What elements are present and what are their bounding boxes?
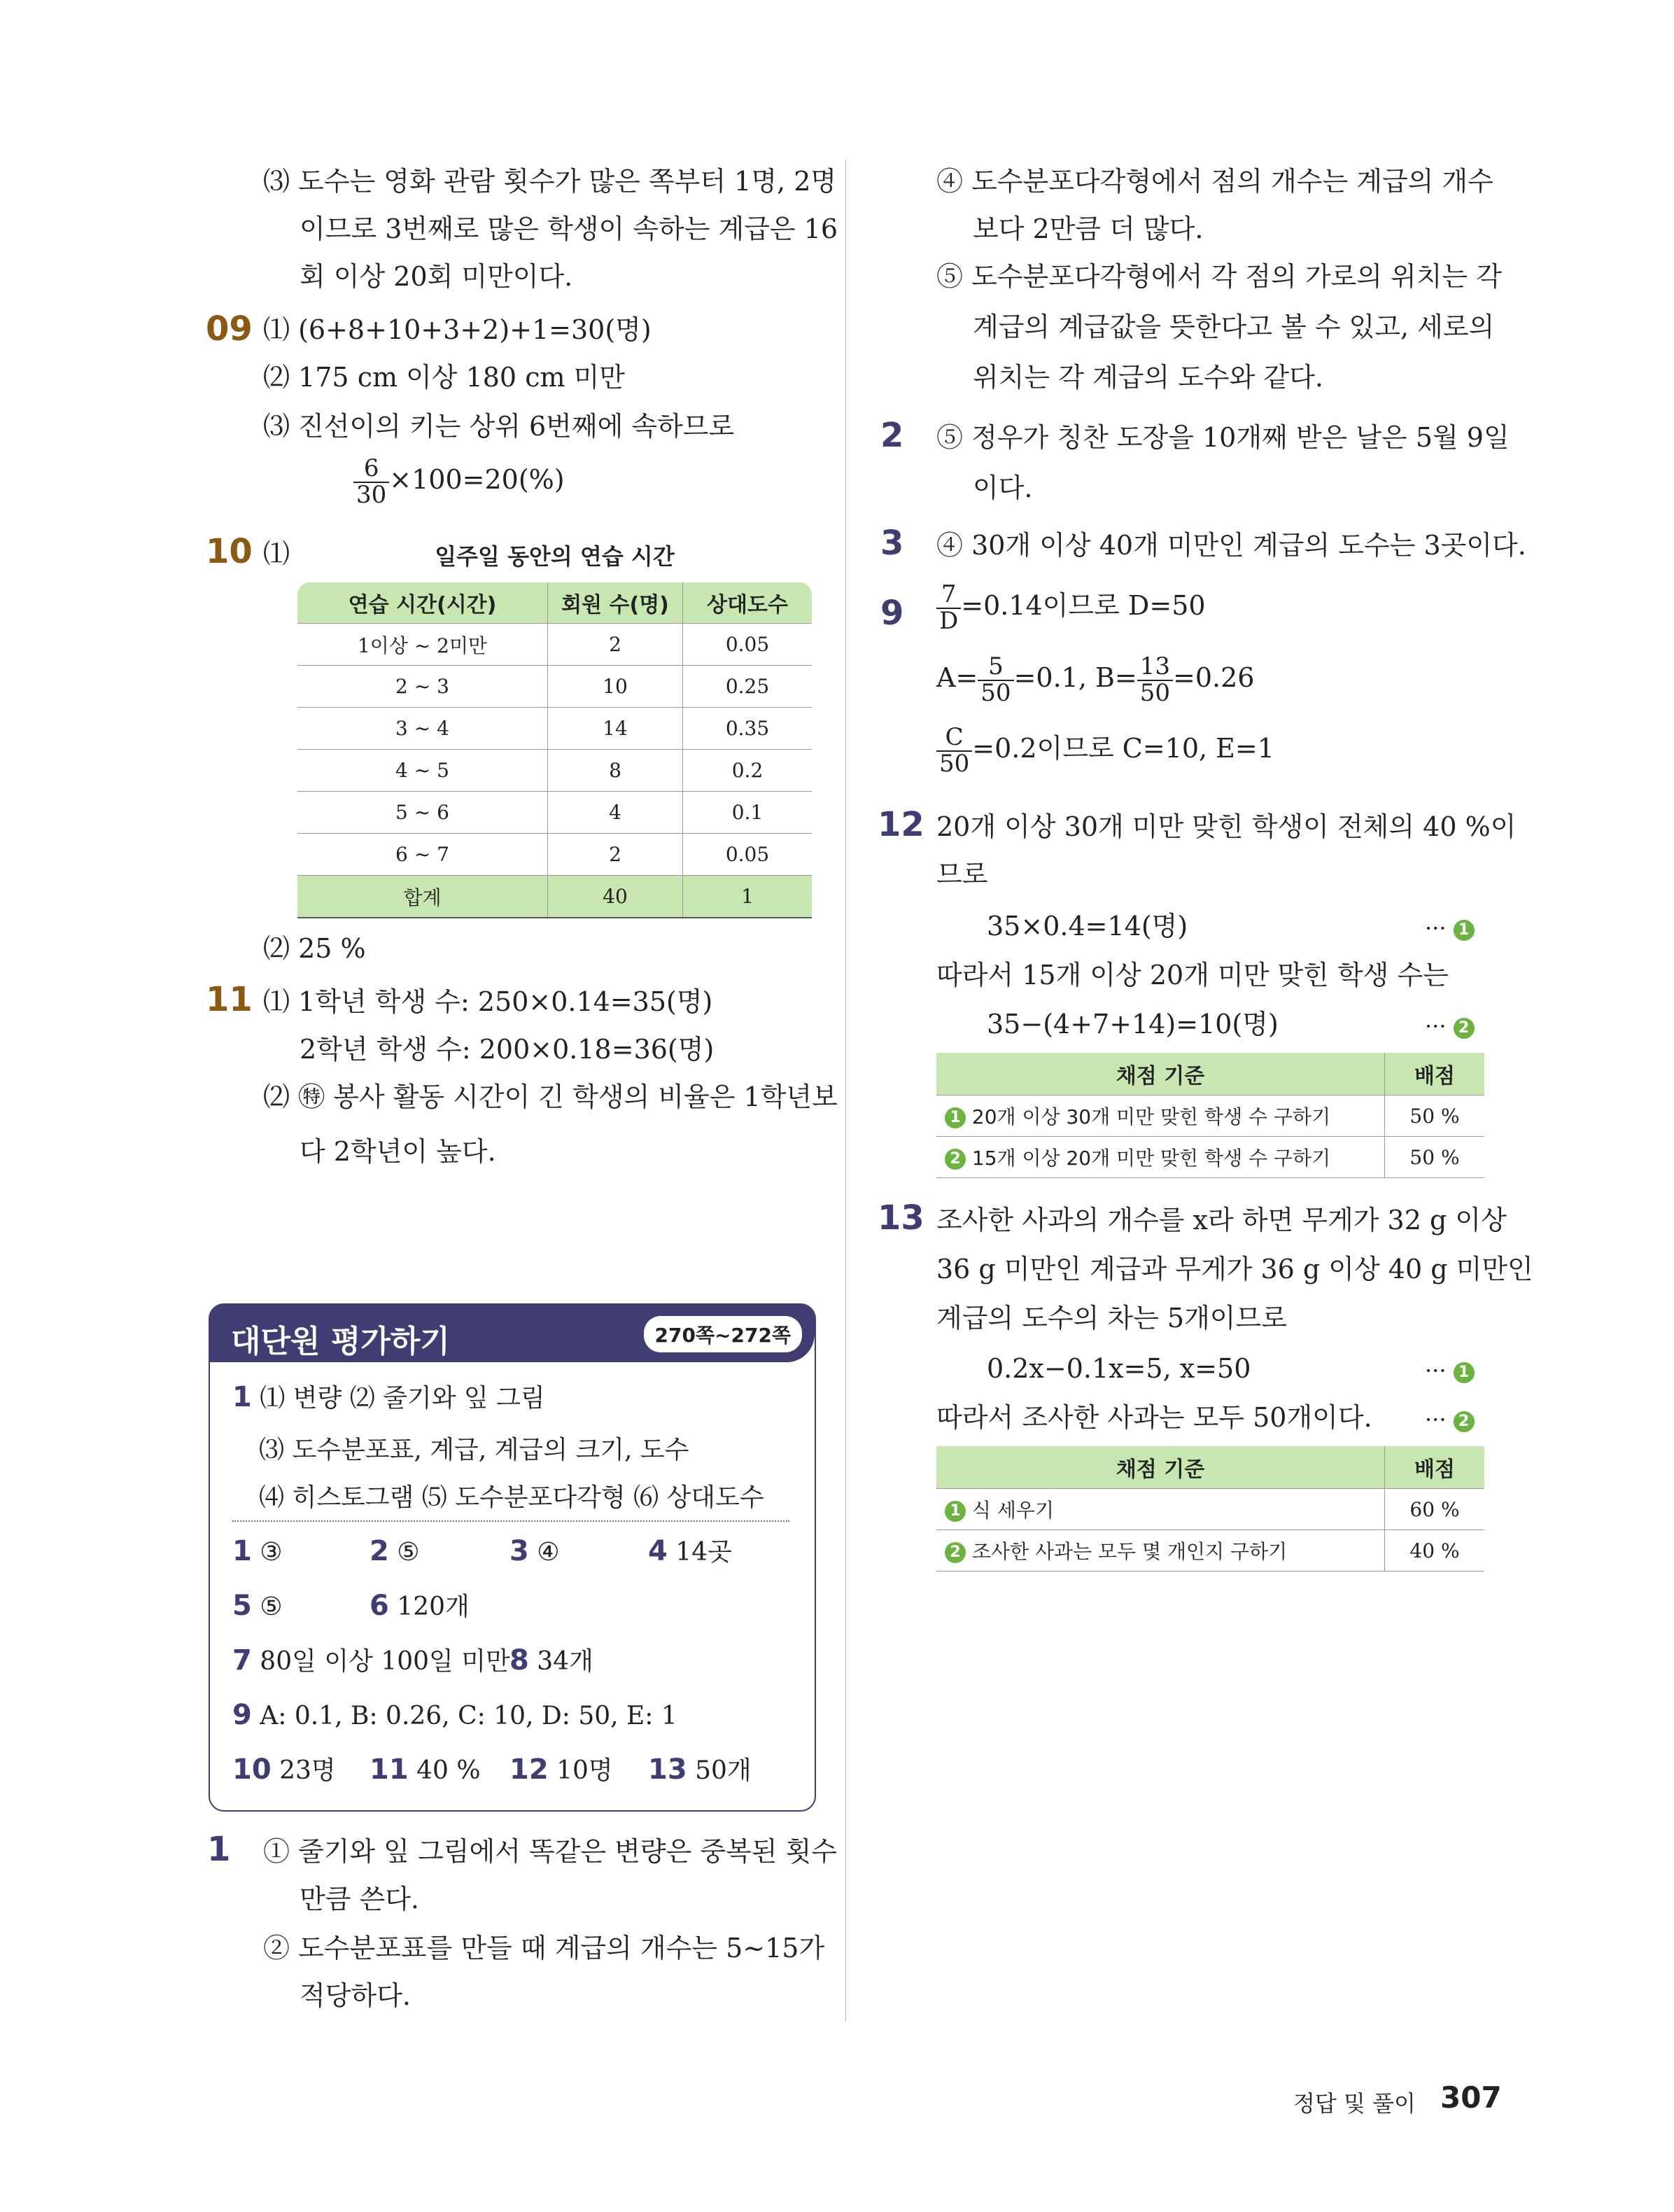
sol1-right-line5: 위치는 각 계급의 도수와 같다. bbox=[973, 362, 1323, 393]
q11-part1b: 2학년 학생 수: 200×0.18=36(명) bbox=[300, 1034, 715, 1065]
rubric-row: 2 15개 이상 20개 미만 맞힌 학생 수 구하기 50 % bbox=[936, 1137, 1484, 1178]
q09-part2: ⑵ 175 cm 이상 180 cm 미만 bbox=[263, 362, 625, 393]
answer-item: 8 34개 bbox=[509, 1644, 593, 1676]
scoring-rubric-13 bbox=[936, 1446, 1484, 1572]
rubric-row: 1 20개 이상 30개 미만 맞힌 학생 수 구하기 50 % bbox=[936, 1096, 1484, 1137]
step-marker-2: ··· 2 bbox=[1425, 1408, 1475, 1432]
q11-part2a: ⑵ ㊕ 봉사 활동 시간이 긴 학생의 비율은 1학년보 bbox=[263, 1082, 838, 1112]
table-row: 4 ~ 5 8 0.2 bbox=[297, 750, 812, 792]
table-header: 연습 시간(시간) bbox=[297, 582, 548, 624]
sol12-line5: 35−(4+7+14)=10(명) bbox=[987, 1009, 1279, 1040]
sol13-line1: 조사한 사과의 개수를 x라 하면 무게가 32 g 이상 bbox=[936, 1205, 1507, 1236]
answer-1-line1: 1 ⑴ 변량 ⑵ 줄기와 잎 그림 bbox=[232, 1381, 545, 1413]
q09-part1: ⑴ (6+8+10+3+2)+1=30(명) bbox=[263, 314, 652, 345]
table-title: 일주일 동안의 연습 시간 bbox=[435, 543, 675, 570]
rubric-row: 1 식 세우기 60 % bbox=[936, 1489, 1484, 1530]
solution-number-13: 13 bbox=[878, 1198, 924, 1238]
sol1-right-line4: 계급의 계급값을 뜻한다고 볼 수 있고, 세로의 bbox=[973, 312, 1495, 342]
rubric-row: 2 조사한 사과는 모두 몇 개인지 구하기 40 % bbox=[936, 1530, 1484, 1572]
table-row: 5 ~ 6 4 0.1 bbox=[297, 792, 812, 834]
box-title: 대단원 평가하기 bbox=[231, 1324, 450, 1359]
table-total-row: 합계 40 1 bbox=[297, 876, 812, 918]
answer-item: 9 A: 0.1, B: 0.26, C: 10, D: 50, E: 1 bbox=[232, 1699, 677, 1731]
sol1-right-line2: 보다 2만큼 더 많다. bbox=[973, 214, 1204, 244]
answer-item: 11 40 % bbox=[370, 1754, 481, 1786]
sol1-right-line1: ④ 도수분포다각형에서 점의 개수는 계급의 개수 bbox=[936, 166, 1493, 197]
q09-fraction-line: $\frac{6}{30}$ ×100=20(%) bbox=[353, 456, 565, 507]
answer-item: 13 50개 bbox=[648, 1754, 752, 1786]
step-marker-1: ··· 1 bbox=[1425, 917, 1475, 941]
answer-item: 3 ④ bbox=[509, 1535, 560, 1567]
footer-label: 정답 및 풀이 bbox=[1293, 2090, 1416, 2117]
table-row: 6 ~ 7 2 0.05 bbox=[297, 834, 812, 876]
answer-item: 7 80일 이상 100일 미만 bbox=[232, 1644, 510, 1676]
answer-item: 10 23명 bbox=[232, 1754, 336, 1786]
q09-part3: ⑶ 진선이의 키는 상위 6번째에 속하므로 bbox=[263, 411, 735, 442]
table-header: 상대도수 bbox=[683, 582, 813, 624]
fraction: $\frac{6}{30}$ bbox=[353, 456, 389, 507]
answer-item: 4 14곳 bbox=[648, 1535, 732, 1567]
q08-3-line2: 이므로 3번째로 많은 학생이 속하는 계급은 16 bbox=[300, 214, 838, 244]
sol2-line2: 이다. bbox=[973, 472, 1033, 503]
sol1-line4: 적당하다. bbox=[300, 1980, 411, 2011]
question-number-10: 10 bbox=[206, 532, 253, 571]
sol1-line2: 만큼 쓴다. bbox=[300, 1884, 419, 1914]
solution-number-2: 2 bbox=[880, 416, 904, 455]
table-row: 1이상 ~ 2미만 2 0.05 bbox=[297, 624, 812, 666]
sol3-line1: ④ 30개 이상 40개 미만인 계급의 도수는 3곳이다. bbox=[936, 530, 1526, 561]
step-marker-1: ··· 1 bbox=[1425, 1359, 1475, 1383]
page-number: 307 bbox=[1440, 2080, 1502, 2115]
sol12-line3: 35×0.4=14(명) bbox=[987, 911, 1188, 941]
sol13-line2: 36 g 미만인 계급과 무게가 36 g 이상 40 g 미만인 bbox=[936, 1254, 1533, 1284]
sol13-line4: 0.2x−0.1x=5, x=50 bbox=[987, 1353, 1251, 1384]
solution-number-3: 3 bbox=[880, 524, 904, 563]
sol9-line1: $\frac{7}{D}$ =0.14이므로 D=50 bbox=[936, 582, 1206, 634]
q10-part2: ⑵ 25 % bbox=[263, 933, 366, 964]
answer-item: 1 ③ bbox=[232, 1535, 283, 1567]
sol12-line4: 따라서 15개 이상 20개 미만 맞힌 학생 수는 bbox=[936, 960, 1449, 990]
sol13-line5: 따라서 조사한 사과는 모두 50개이다. bbox=[936, 1402, 1372, 1433]
solution-number-12: 12 bbox=[878, 805, 924, 844]
sol1-line1: ① 줄기와 잎 그림에서 똑같은 변량은 중복된 횟수 bbox=[263, 1836, 838, 1867]
sol9-line3: $\frac{C}{50}$ =0.2이므로 C=10, E=1 bbox=[936, 725, 1274, 776]
table-row: 2 ~ 3 10 0.25 bbox=[297, 666, 812, 708]
dotted-divider bbox=[232, 1520, 789, 1522]
answer-item: 5 ⑤ bbox=[232, 1590, 283, 1622]
sol1-line3: ② 도수분포표를 만들 때 계급의 개수는 5~15가 bbox=[263, 1933, 825, 1963]
practice-time-table bbox=[297, 582, 812, 918]
rubric-header: 채점 기준 bbox=[936, 1446, 1385, 1489]
answer-item: 2 ⑤ bbox=[370, 1535, 420, 1567]
q11-part2b: 다 2학년이 높다. bbox=[300, 1136, 496, 1167]
table-row: 3 ~ 4 14 0.35 bbox=[297, 708, 812, 750]
question-number-11: 11 bbox=[206, 980, 253, 1019]
sol13-line3: 계급의 도수의 차는 5개이므로 bbox=[936, 1303, 1287, 1334]
sol9-line2: A= $\frac{5}{50}$ =0.1, B= $\frac{13}{50}$ =0.26 bbox=[936, 652, 1255, 707]
rubric-header: 배점 bbox=[1385, 1446, 1485, 1489]
sol12-line1: 20개 이상 30개 미만 맞힌 학생이 전체의 40 %이 bbox=[936, 811, 1517, 842]
question-number-09: 09 bbox=[206, 309, 253, 349]
q08-3-line1: ⑶ 도수는 영화 관람 횟수가 많은 쪽부터 1명, 2명 bbox=[263, 166, 837, 197]
q10-part1-label: ⑴ bbox=[263, 538, 290, 569]
step-marker-2: ··· 2 bbox=[1425, 1015, 1475, 1039]
answer-item: 6 120개 bbox=[370, 1590, 470, 1622]
box-page-range: 270쪽~272쪽 bbox=[644, 1316, 802, 1352]
scoring-rubric-12 bbox=[936, 1053, 1484, 1178]
sol1-right-line3: ⑤ 도수분포다각형에서 각 점의 가로의 위치는 각 bbox=[936, 261, 1502, 292]
box-header bbox=[210, 1305, 815, 1362]
solution-number-1: 1 bbox=[207, 1830, 231, 1869]
rubric-header: 배점 bbox=[1385, 1053, 1485, 1096]
q08-3-line3: 회 이상 20회 미만이다. bbox=[300, 261, 573, 292]
column-divider bbox=[845, 160, 846, 2022]
solution-number-9: 9 bbox=[880, 594, 904, 633]
table-header: 회원 수(명) bbox=[548, 582, 683, 624]
sol12-line2: 므로 bbox=[936, 859, 988, 890]
answer-1-line2: ⑶ 도수분포표, 계급, 계급의 크기, 도수 bbox=[259, 1436, 689, 1464]
sol2-line1: ⑤ 정우가 칭찬 도장을 10개째 받은 날은 5월 9일 bbox=[936, 422, 1510, 453]
rubric-header: 채점 기준 bbox=[936, 1053, 1385, 1096]
q11-part1a: ⑴ 1학년 학생 수: 250×0.14=35(명) bbox=[263, 986, 713, 1017]
answer-item: 12 10명 bbox=[509, 1754, 613, 1786]
answer-1-line3: ⑷ 히스토그램 ⑸ 도수분포다각형 ⑹ 상대도수 bbox=[259, 1483, 764, 1512]
